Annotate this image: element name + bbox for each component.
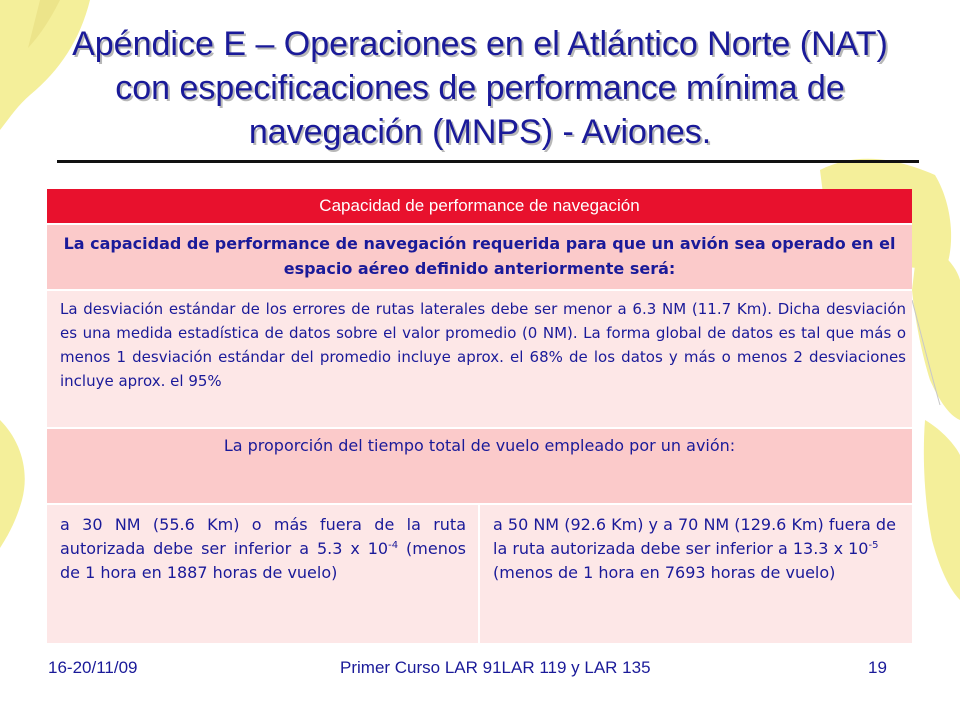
table-header: Capacidad de performance de navegación [47,189,912,225]
page-number: 19 [868,658,887,677]
limit-30nm-note: (menos de 1 hora en 1887 horas de vuelo) [60,539,466,582]
footer-date: 16-20/11/09 [48,658,138,677]
footer-course: Primer Curso LAR 91LAR 119 y LAR 135 [340,658,651,677]
deviation-row: La desviación estándar de los errores de rutas laterales debe ser menor a 6.3 NM (11.7 Km). Dicha desviación es una medida estadística de datos sobre el valor promedio (0 NM). La forma global de datos es tal que más o menos 1 desviación estándar del promedio incluye aprox. el 68% de los datos y más o menos 2 desviaciones incluye aprox. el 95% [47,291,912,429]
slide-title: Apéndice E – Operaciones en el Atlántico Norte (NAT) con especificaciones de performance mínima de navegación (MNPS) - Aviones. [72,25,888,151]
limits-row [47,505,912,643]
limit-50-70nm-exponent: -5 [868,540,879,551]
proportion-row: La proporción del tiempo total de vuelo empleado por un avión: [47,429,912,505]
limit-30nm-exponent: -4 [388,540,399,551]
limit-50-70nm-cell [480,505,912,643]
limit-50-70nm-note: (menos de 1 hora en 7693 horas de vuelo) [493,563,836,582]
limit-30nm-text: a 30 NM (55.6 Km) o más fuera de la ruta autorizada debe ser inferior a 5.3 x 10 [60,515,466,558]
performance-table [47,189,912,643]
limit-50-70nm-text: a 50 NM (92.6 Km) y a 70 NM (129.6 Km) fuera de la ruta autorizada debe ser inferior a 13.3 x 10 [493,515,896,558]
requirement-row: La capacidad de performance de navegación requerida para que un avión sea operado en el espacio aéreo definido anteriormente será: [47,225,912,291]
title-underline [57,160,919,163]
limit-30nm-cell [47,505,480,643]
